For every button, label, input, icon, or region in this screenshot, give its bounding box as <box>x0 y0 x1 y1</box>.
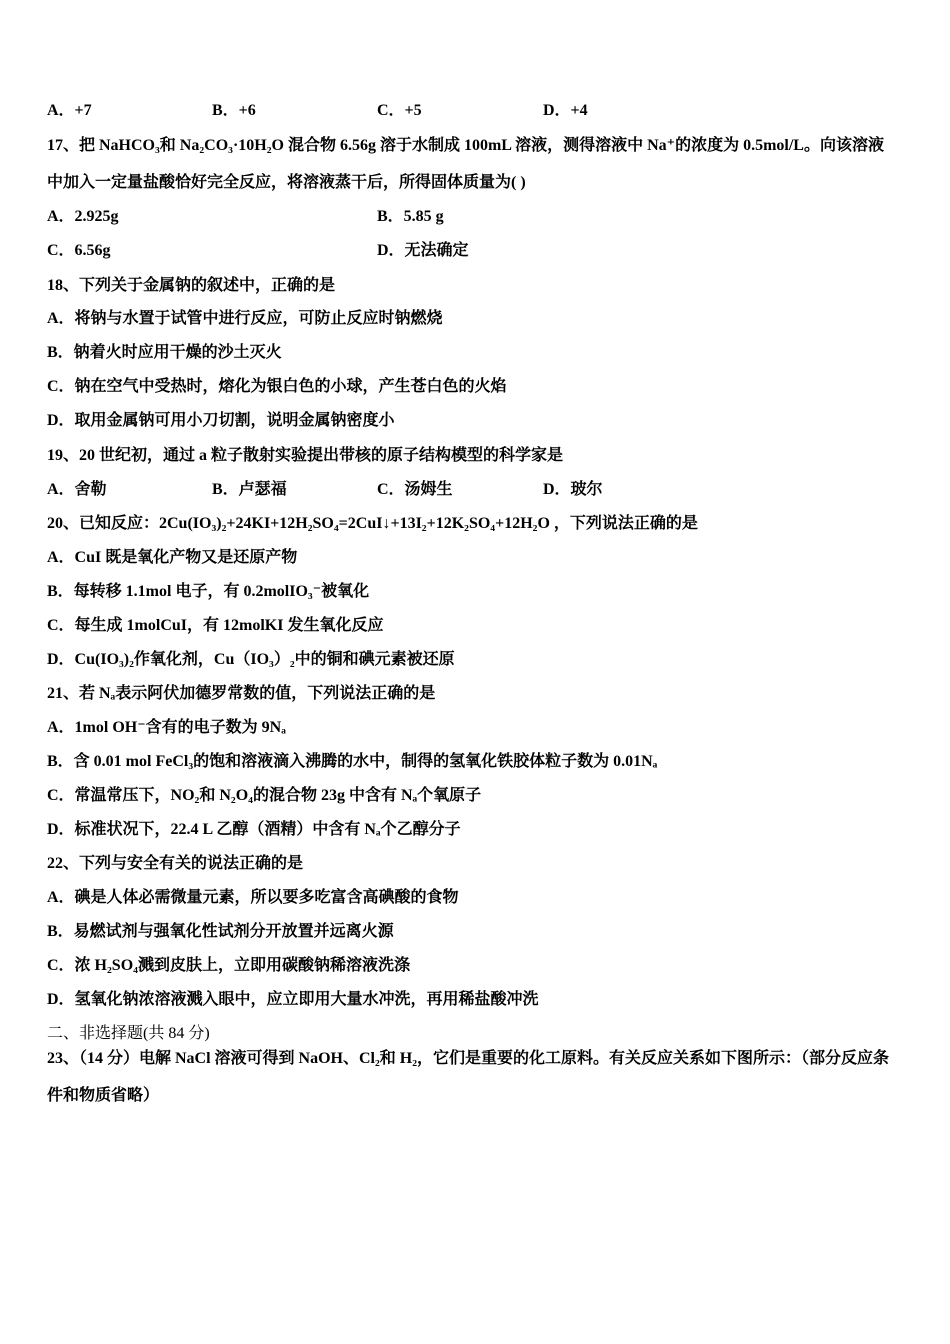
q22-stem: 22、下列与安全有关的说法正确的是 <box>47 855 304 872</box>
q21-option-a: A．1mol OH⁻含有的电子数为 9Nₐ <box>47 719 286 736</box>
q22-option-b: B．易燃试剂与强氧化性试剂分开放置并远离火源 <box>47 923 394 940</box>
q21-option-d: D．标准状况下，22.4 L 乙醇（酒精）中含有 Nₐ个乙醇分子 <box>47 821 461 838</box>
q20-option-c: C．每生成 1molCuI，有 12molKI 发生氧化反应 <box>47 617 384 634</box>
q19-option-c: C．汤姆生 <box>377 481 453 498</box>
q18-option-c: C．钠在空气中受热时，熔化为银白色的小球，产生苍白色的火焰 <box>47 378 507 395</box>
q16-option-d: D．+4 <box>543 102 588 119</box>
q22-option-d: D．氢氧化钠浓溶液溅入眼中，应立即用大量水冲洗，再用稀盐酸冲洗 <box>47 991 539 1008</box>
q17-option-b: B．5.85 g <box>377 208 444 225</box>
q17-stem-cont: 中加入一定量盐酸恰好完全反应，将溶液蒸干后，所得固体质量为( ) <box>47 174 526 191</box>
q21-stem: 21、若 Nₐ表示阿伏加德罗常数的值，下列说法正确的是 <box>47 685 436 702</box>
q21-option-c: C．常温常压下，NO₂和 N₂O₄的混合物 23g 中含有 Nₐ个氧原子 <box>47 787 482 804</box>
q19-option-b: B．卢瑟福 <box>212 481 287 498</box>
q18-option-a: A．将钠与水置于试管中进行反应，可防止反应时钠燃烧 <box>47 310 443 327</box>
q17-option-c: C．6.56g <box>47 242 111 259</box>
q16-option-b: B．+6 <box>212 102 256 119</box>
q19-stem: 19、20 世纪初，通过 a 粒子散射实验提出带核的原子结构模型的科学家是 <box>47 447 564 464</box>
q20-option-a: A．CuI 既是氧化产物又是还原产物 <box>47 549 298 566</box>
q16-option-a: A．+7 <box>47 102 92 119</box>
q21-option-b: B．含 0.01 mol FeCl₃的饱和溶液滴入沸腾的水中，制得的氢氧化铁胶体粒子数为 0.01Nₐ <box>47 753 658 770</box>
q19-option-a: A．舍勒 <box>47 481 107 498</box>
q19-option-d: D．玻尔 <box>543 481 603 498</box>
q20-option-b: B．每转移 1.1mol 电子，有 0.2molIO₃⁻被氧化 <box>47 583 370 600</box>
q18-option-b: B．钠着火时应用干燥的沙土灭火 <box>47 344 282 361</box>
q17-option-d: D．无法确定 <box>377 242 469 259</box>
q20-stem: 20、已知反应：2Cu(IO₃)₂+24KI+12H₂SO₄=2CuI↓+13I₂+12K₂SO₄+12H₂O ，下列说法正确的是 <box>47 515 698 532</box>
q22-option-c: C．浓 H₂SO₄溅到皮肤上，立即用碳酸钠稀溶液洗涤 <box>47 957 410 974</box>
q23-stem-cont: 件和物质省略） <box>47 1087 160 1104</box>
q18-option-d: D．取用金属钠可用小刀切割，说明金属钠密度小 <box>47 412 395 429</box>
q18-stem: 18、下列关于金属钠的叙述中，正确的是 <box>47 277 336 294</box>
q17-stem: 17、把 NaHCO₃和 Na₂CO₃·10H₂O 混合物 6.56g 溶于水制成 100mL 溶液，测得溶液中 Na⁺的浓度为 0.5mol/L。向该溶液 <box>47 137 884 154</box>
q20-option-d: D．Cu(IO₃)₂作氧化剂，Cu（IO₃）₂中的铜和碘元素被还原 <box>47 651 455 668</box>
q17-option-a: A．2.925g <box>47 208 119 225</box>
q16-option-c: C．+5 <box>377 102 422 119</box>
section-title: 二、非选择题(共 84 分) <box>47 1025 210 1042</box>
q22-option-a: A．碘是人体必需微量元素，所以要多吃富含高碘酸的食物 <box>47 889 459 906</box>
q23-stem: 23、（14 分）电解 NaCl 溶液可得到 NaOH、Cl₂和 H₂，它们是重要的化工原料。有关反应关系如下图所示：（部分反应条 <box>47 1050 890 1067</box>
